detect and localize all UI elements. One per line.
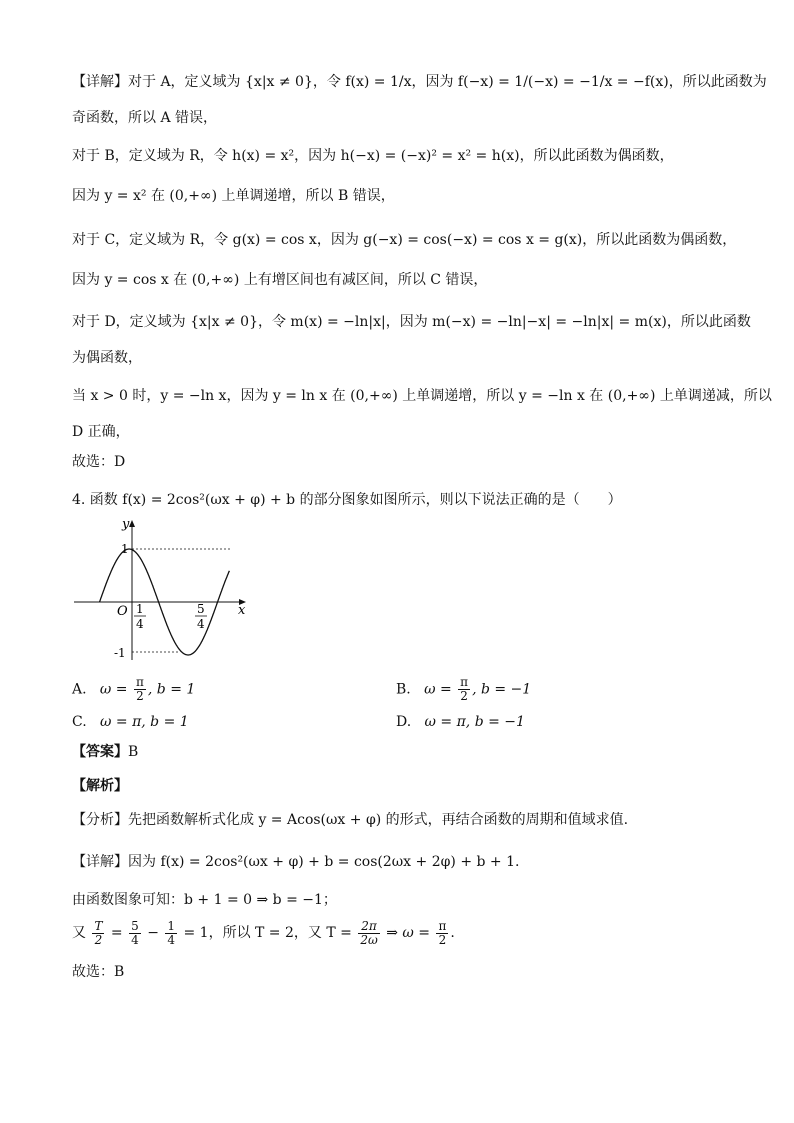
option-c-label: C.	[72, 714, 87, 730]
analysis-tag: 【解析】	[72, 778, 128, 794]
xiangjie-line: 【详解】因为 f(x) = 2cos²(ωx + φ) + b = cos(2ωx + 2φ) + b + 1.	[72, 854, 520, 870]
fenxi-line: 【分析】先把函数解析式化成 y = Acos(ωx + φ) 的形式，再结合函数的周期和值域求值.	[72, 812, 629, 828]
solution-line-5: 因为 y = cos x 在 (0,+∞) 上有增区间也有减区间，所以 C 错误，	[72, 272, 488, 288]
solution-line-8: 故选：D	[72, 454, 126, 470]
origin-label: O	[117, 604, 128, 619]
step2-period-frac: $\frac{2\pi}{2\omega}$	[360, 918, 378, 947]
solution-line-1b: 奇函数，所以 A 错误，	[72, 110, 218, 126]
step2-t-frac: $\frac{T}{2}$	[94, 918, 103, 947]
y-top-label: 1	[121, 542, 129, 556]
step-1-line: 由函数图象可知：b + 1 = 0 ⇒ b = −1；	[72, 892, 337, 908]
y-axis-label: y	[122, 517, 130, 532]
option-d-text: ω = π, b = −1	[424, 714, 525, 730]
option-d	[396, 712, 525, 732]
solution-line-6b: 为偶函数，	[72, 350, 142, 366]
answer-line	[72, 742, 722, 762]
step-2-line: 又 $\frac{T}{2}$ = $\frac{5}{4}$ − $\frac{1}{4}$ = 1，所以 T = 2，又 T = $\frac{2\pi}{2\omega}$ ⇒ ω = $\frac{\pi}{2}$ .	[72, 918, 455, 947]
option-b-pre: ω =	[424, 681, 452, 698]
option-c	[72, 712, 189, 732]
option-a-pre: ω =	[99, 681, 128, 698]
x2-den: 4	[197, 617, 205, 631]
solution-line-1a: 【详解】对于 A，定义域为 {x|x ≠ 0}，令 f(x) = 1/x，因为 f(−x) = 1/(−x) = −1/x = −f(x)，所以此函数为	[72, 74, 767, 90]
y-bottom-label: -1	[114, 646, 126, 660]
x-axis-label: x	[238, 603, 246, 618]
option-b	[396, 676, 531, 703]
solution-line-7a: 当 x > 0 时，y = −ln x，因为 y = ln x 在 (0,+∞) 上单调递增，所以 y = −ln x 在 (0,+∞) 上单调递减，所以	[72, 388, 772, 404]
function-graph	[70, 512, 260, 672]
solution-line-4: 对于 C，定义域为 R，令 g(x) = cos x，因为 g(−x) = cos(−x) = cos x = g(x)，所以此函数为偶函数，	[72, 232, 737, 248]
step2-14-frac: $\frac{1}{4}$	[167, 918, 176, 947]
solution-line-3: 因为 y = x² 在 (0,+∞) 上单调递增，所以 B 错误，	[72, 188, 395, 204]
x1-num: 1	[136, 602, 144, 616]
option-c-text: ω = π, b = 1	[100, 714, 189, 730]
option-b-fraction: $\frac{\pi}{2}$	[460, 675, 469, 703]
x1-den: 4	[136, 617, 144, 631]
option-a	[72, 676, 195, 703]
x2-num: 5	[197, 602, 205, 616]
y-axis-arrow-icon	[129, 520, 135, 527]
question-4-stem: 4. 函数 f(x) = 2cos²(ωx + φ) + b 的部分图象如图所示，则以下说法正确的是（ ）	[72, 492, 622, 508]
option-d-label: D.	[396, 714, 412, 730]
solution-line-7b: D 正确，	[72, 424, 130, 440]
solution-line-2: 对于 B，定义域为 R，令 h(x) = x²，因为 h(−x) = (−x)² = x² = h(x)，所以此函数为偶函数，	[72, 148, 674, 164]
option-b-post: , b = −1	[472, 681, 532, 698]
answer-tag: 【答案】	[72, 744, 128, 760]
option-a-post: , b = 1	[147, 681, 196, 698]
option-b-label: B.	[396, 681, 411, 698]
answer-value: B	[128, 744, 139, 760]
option-a-label: A.	[72, 681, 87, 698]
step2-54-frac: $\frac{5}{4}$	[131, 918, 139, 947]
final-answer-line: 故选：B	[72, 964, 125, 980]
solution-line-6a: 对于 D，定义域为 {x|x ≠ 0}，令 m(x) = −ln|x|，因为 m(−x) = −ln|−x| = −ln|x| = m(x)，所以此函数	[72, 314, 751, 330]
step2-omega-frac: $\frac{\pi}{2}$	[438, 918, 447, 947]
option-a-fraction: $\frac{\pi}{2}$	[135, 675, 144, 703]
